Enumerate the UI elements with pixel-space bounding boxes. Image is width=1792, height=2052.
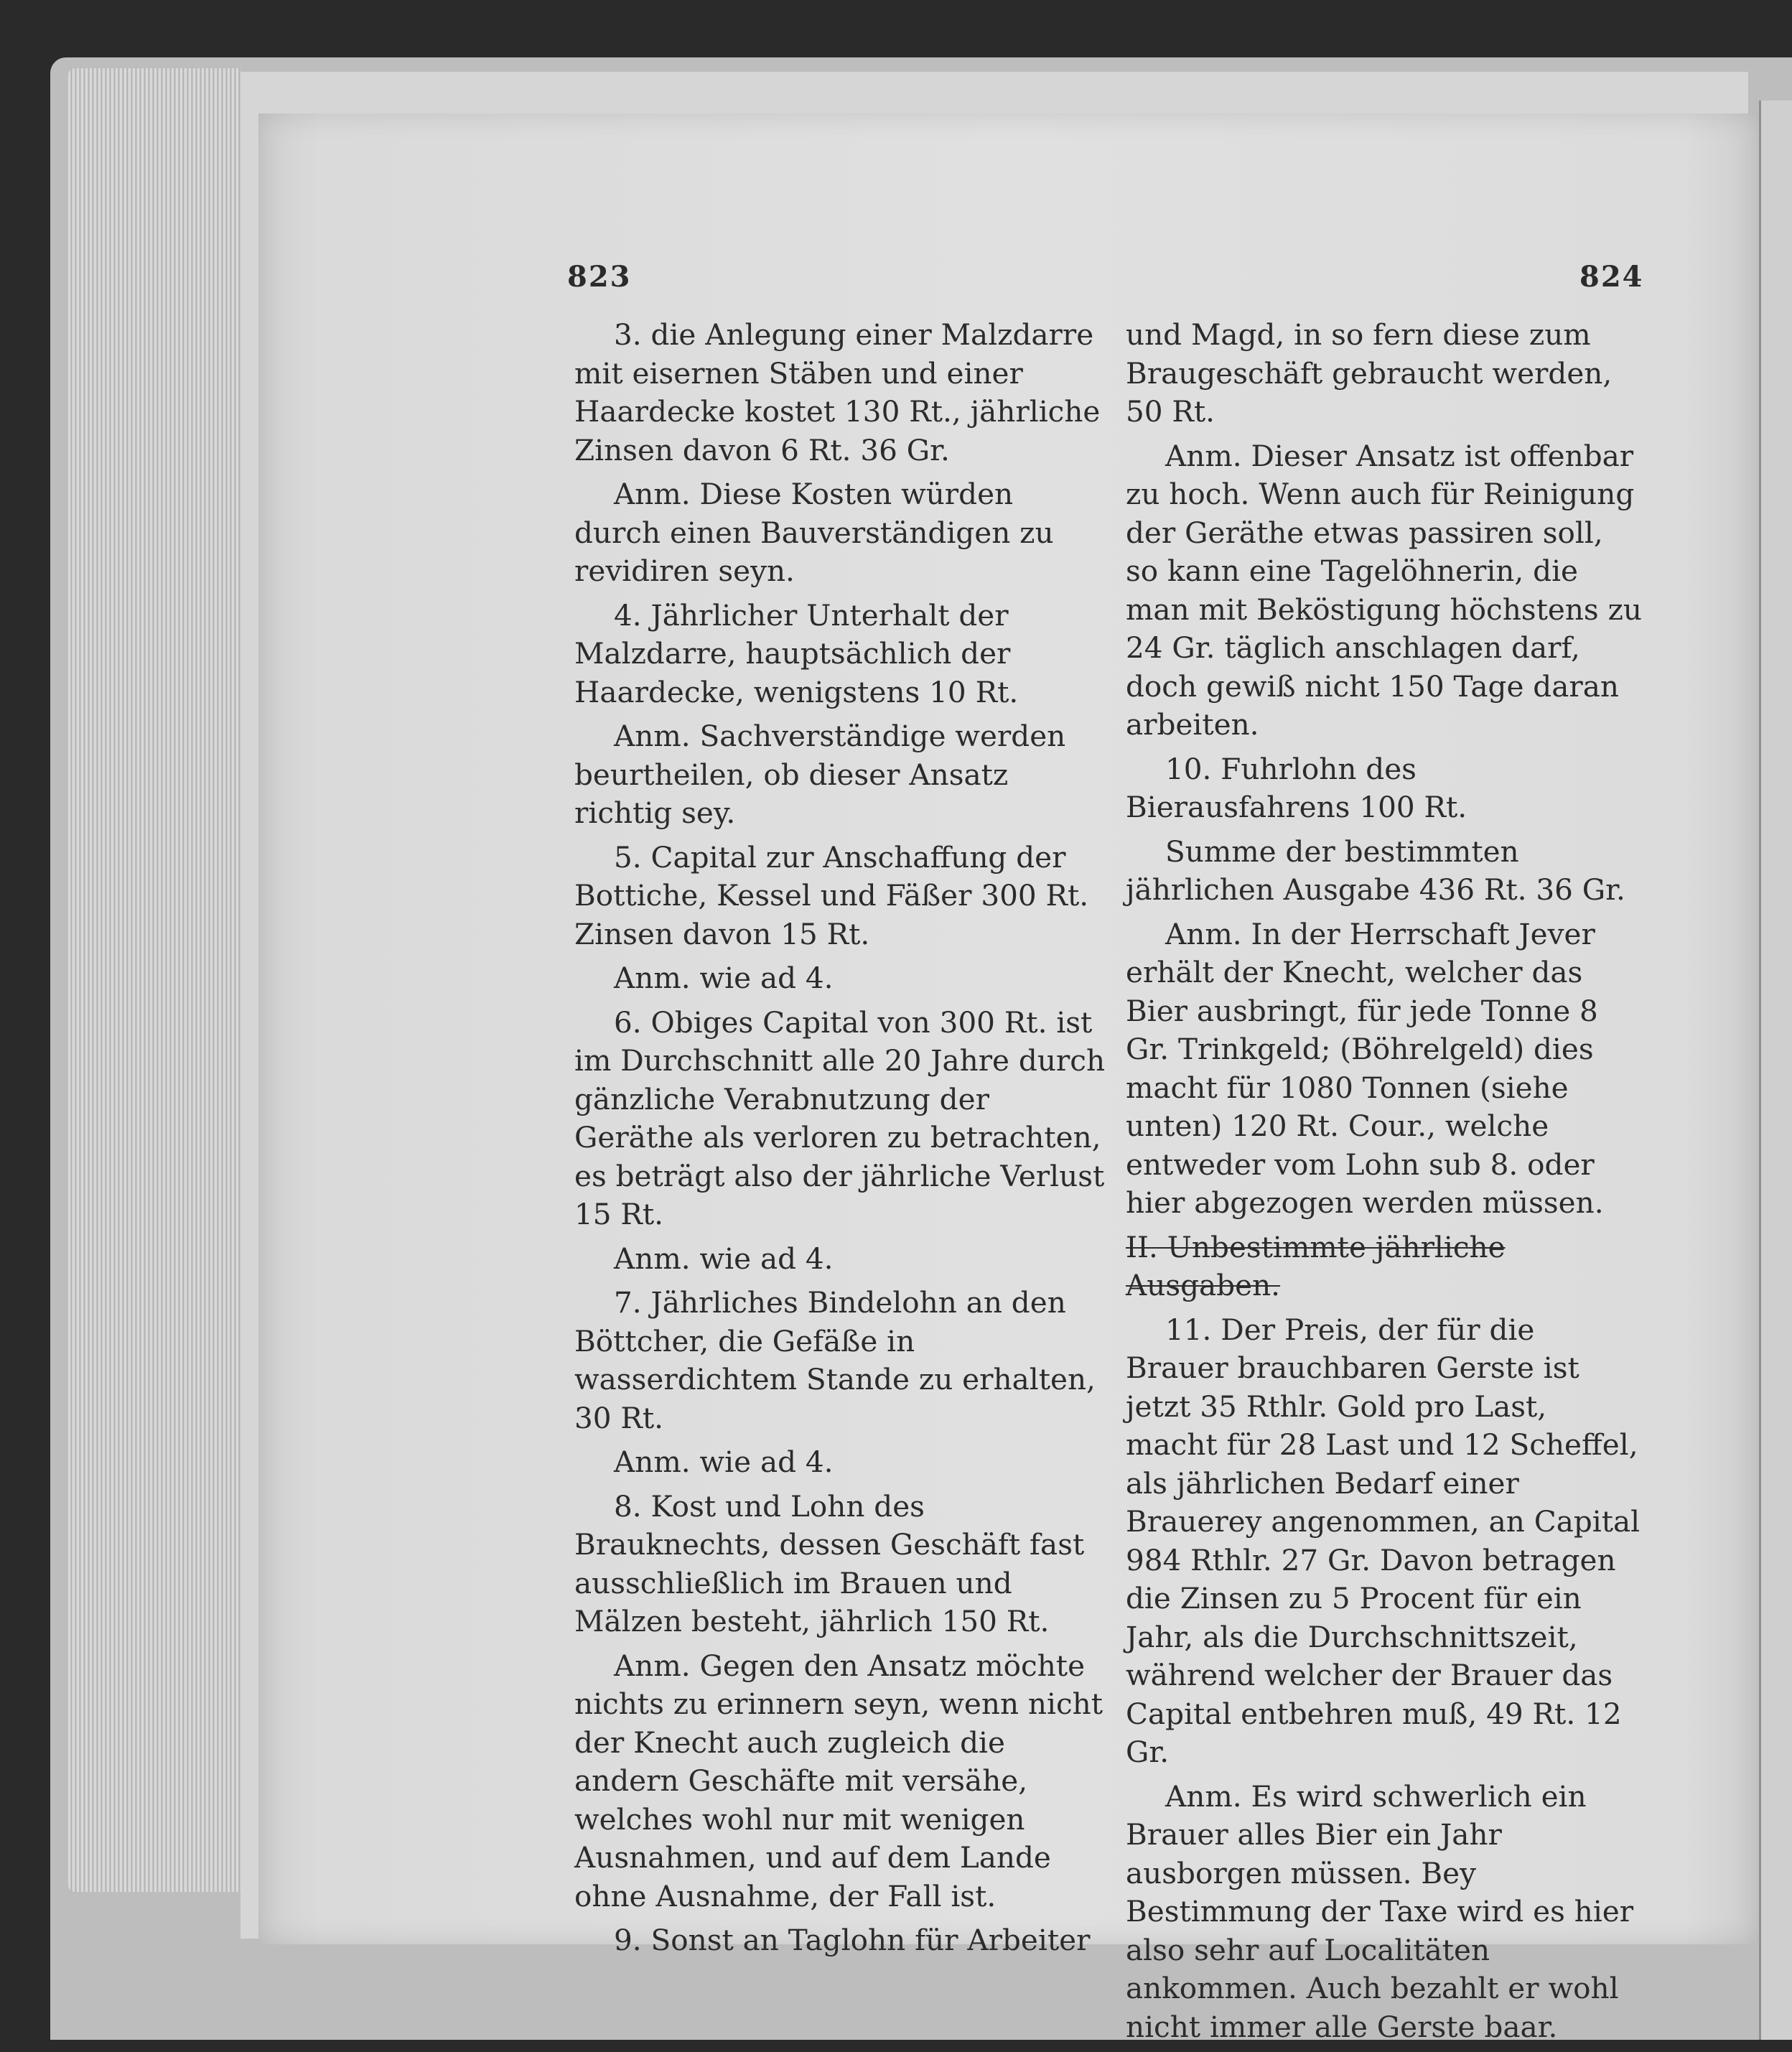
annotation: Anm. wie ad 4.: [614, 1241, 834, 1276]
annotation: Anm. Sachverständige werden beurtheilen, ob dieser Ansatz richtig sey.: [574, 719, 1066, 830]
page-number-right: 824: [1579, 260, 1644, 294]
paragraph: 11. Der Preis, der für die Brauer brauchbaren Gerste ist jetzt 35 Rthlr. Gold pro Last, macht für 28 Last und 12 Scheffel, als jährlichen Bedarf einer Brauerey angenommen, an Capital 984 Rthlr. 27 Gr. Davon betragen die Zinsen zu 5 Procent für ein Jahr, als die Durchschnittszeit, während welcher der Brauer das Capital entbehren muß, 49 Rt. 12 Gr.: [1126, 1312, 1641, 1769]
paragraph: 9. Sonst an Taglohn für Arbeiter: [614, 1923, 1091, 1957]
column-left: [574, 316, 1106, 1966]
paragraph: 7. Jährliches Bindelohn an den Böttcher, die Gefäße in wasserdichtem Stande zu erhalten, 30 Rt.: [574, 1285, 1096, 1435]
page-number-left: 823: [567, 260, 632, 294]
annotation: Anm. wie ad 4.: [614, 961, 834, 995]
paragraph: und Magd, in so fern diese zum Braugeschäft gebraucht werden, 50 Rt.: [1126, 317, 1613, 429]
annotation: Anm. Es wird schwerlich ein Brauer alles Bier ein Jahr ausborgen müssen. Bey Bestimmung der Taxe wird es hier also sehr auf Localitäten ankommen. Auch bezahlt er wohl nicht immer alle Gerste baar.: [1126, 1778, 1634, 2044]
annotation: Anm. Diese Kosten würden durch einen Bauverständigen zu revidiren seyn.: [574, 477, 1054, 588]
paragraph: 10. Fuhrlohn des Bierausfahrens 100 Rt.: [1126, 751, 1467, 824]
paragraph: 4. Jährlicher Unterhalt der Malzdarre, hauptsächlich der Haardecke, wenigstens 10 Rt.: [574, 597, 1019, 709]
paragraph: 5. Capital zur Anschaffung der Bottiche, Kessel und Fäßer 300 Rt. Zinsen davon 15 Rt.: [574, 839, 1089, 951]
column-right: [1126, 316, 1643, 2052]
annotation: Anm. wie ad 4.: [614, 1445, 834, 1479]
annotation: Anm. In der Herrschaft Jever erhält der Knecht, welcher das Bier ausbringt, für jede Tonne 8 Gr. Trinkgeld; (Böhrelgeld) dies macht für 1080 Tonnen (siehe unten) 120 Rt. Cour., welche entweder vom Lohn sub 8. oder hier abgezogen werden müssen.: [1126, 916, 1604, 1220]
page-edges: [68, 68, 241, 1892]
section-heading: II. Unbestimmte jährliche Ausgaben.: [1126, 1229, 1506, 1302]
facing-page-edge: [1759, 101, 1792, 2040]
annotation: Anm. Gegen den Ansatz möchte nichts zu erinnern seyn, wenn nicht der Knecht auch zugleich die andern Geschäfte mit versähe, welches wohl nur mit wenigen Ausnahmen, und auf dem Lande ohne Ausnahme, der Fall ist.: [574, 1648, 1103, 1913]
paragraph: 8. Kost und Lohn des Brauknechts, dessen Geschäft fast ausschließlich im Brauen und Mälzen besteht, jährlich 150 Rt.: [574, 1488, 1085, 1638]
paragraph: 3. die Anlegung einer Malzdarre mit eisernen Stäben und einer Haardecke kostet 130 Rt., jährliche Zinsen davon 6 Rt. 36 Gr.: [574, 317, 1101, 467]
annotation: Anm. Dieser Ansatz ist offenbar zu hoch. Wenn auch für Reinigung der Geräthe etwas passiren soll, so kann eine Tagelöhnerin, die man mit Beköstigung höchstens zu 24 Gr. täglich anschlagen darf, doch gewiß nicht 150 Tage daran arbeiten.: [1126, 438, 1642, 742]
paragraph: 6. Obiges Capital von 300 Rt. ist im Durchschnitt alle 20 Jahre durch gänzliche Verabnutzung der Geräthe als verloren zu betrachten, es beträgt also der jährliche Verlust 15 Rt.: [574, 1004, 1106, 1231]
sum-line: Summe der bestimmten jährlichen Ausgabe 436 Rt. 36 Gr.: [1126, 834, 1625, 907]
